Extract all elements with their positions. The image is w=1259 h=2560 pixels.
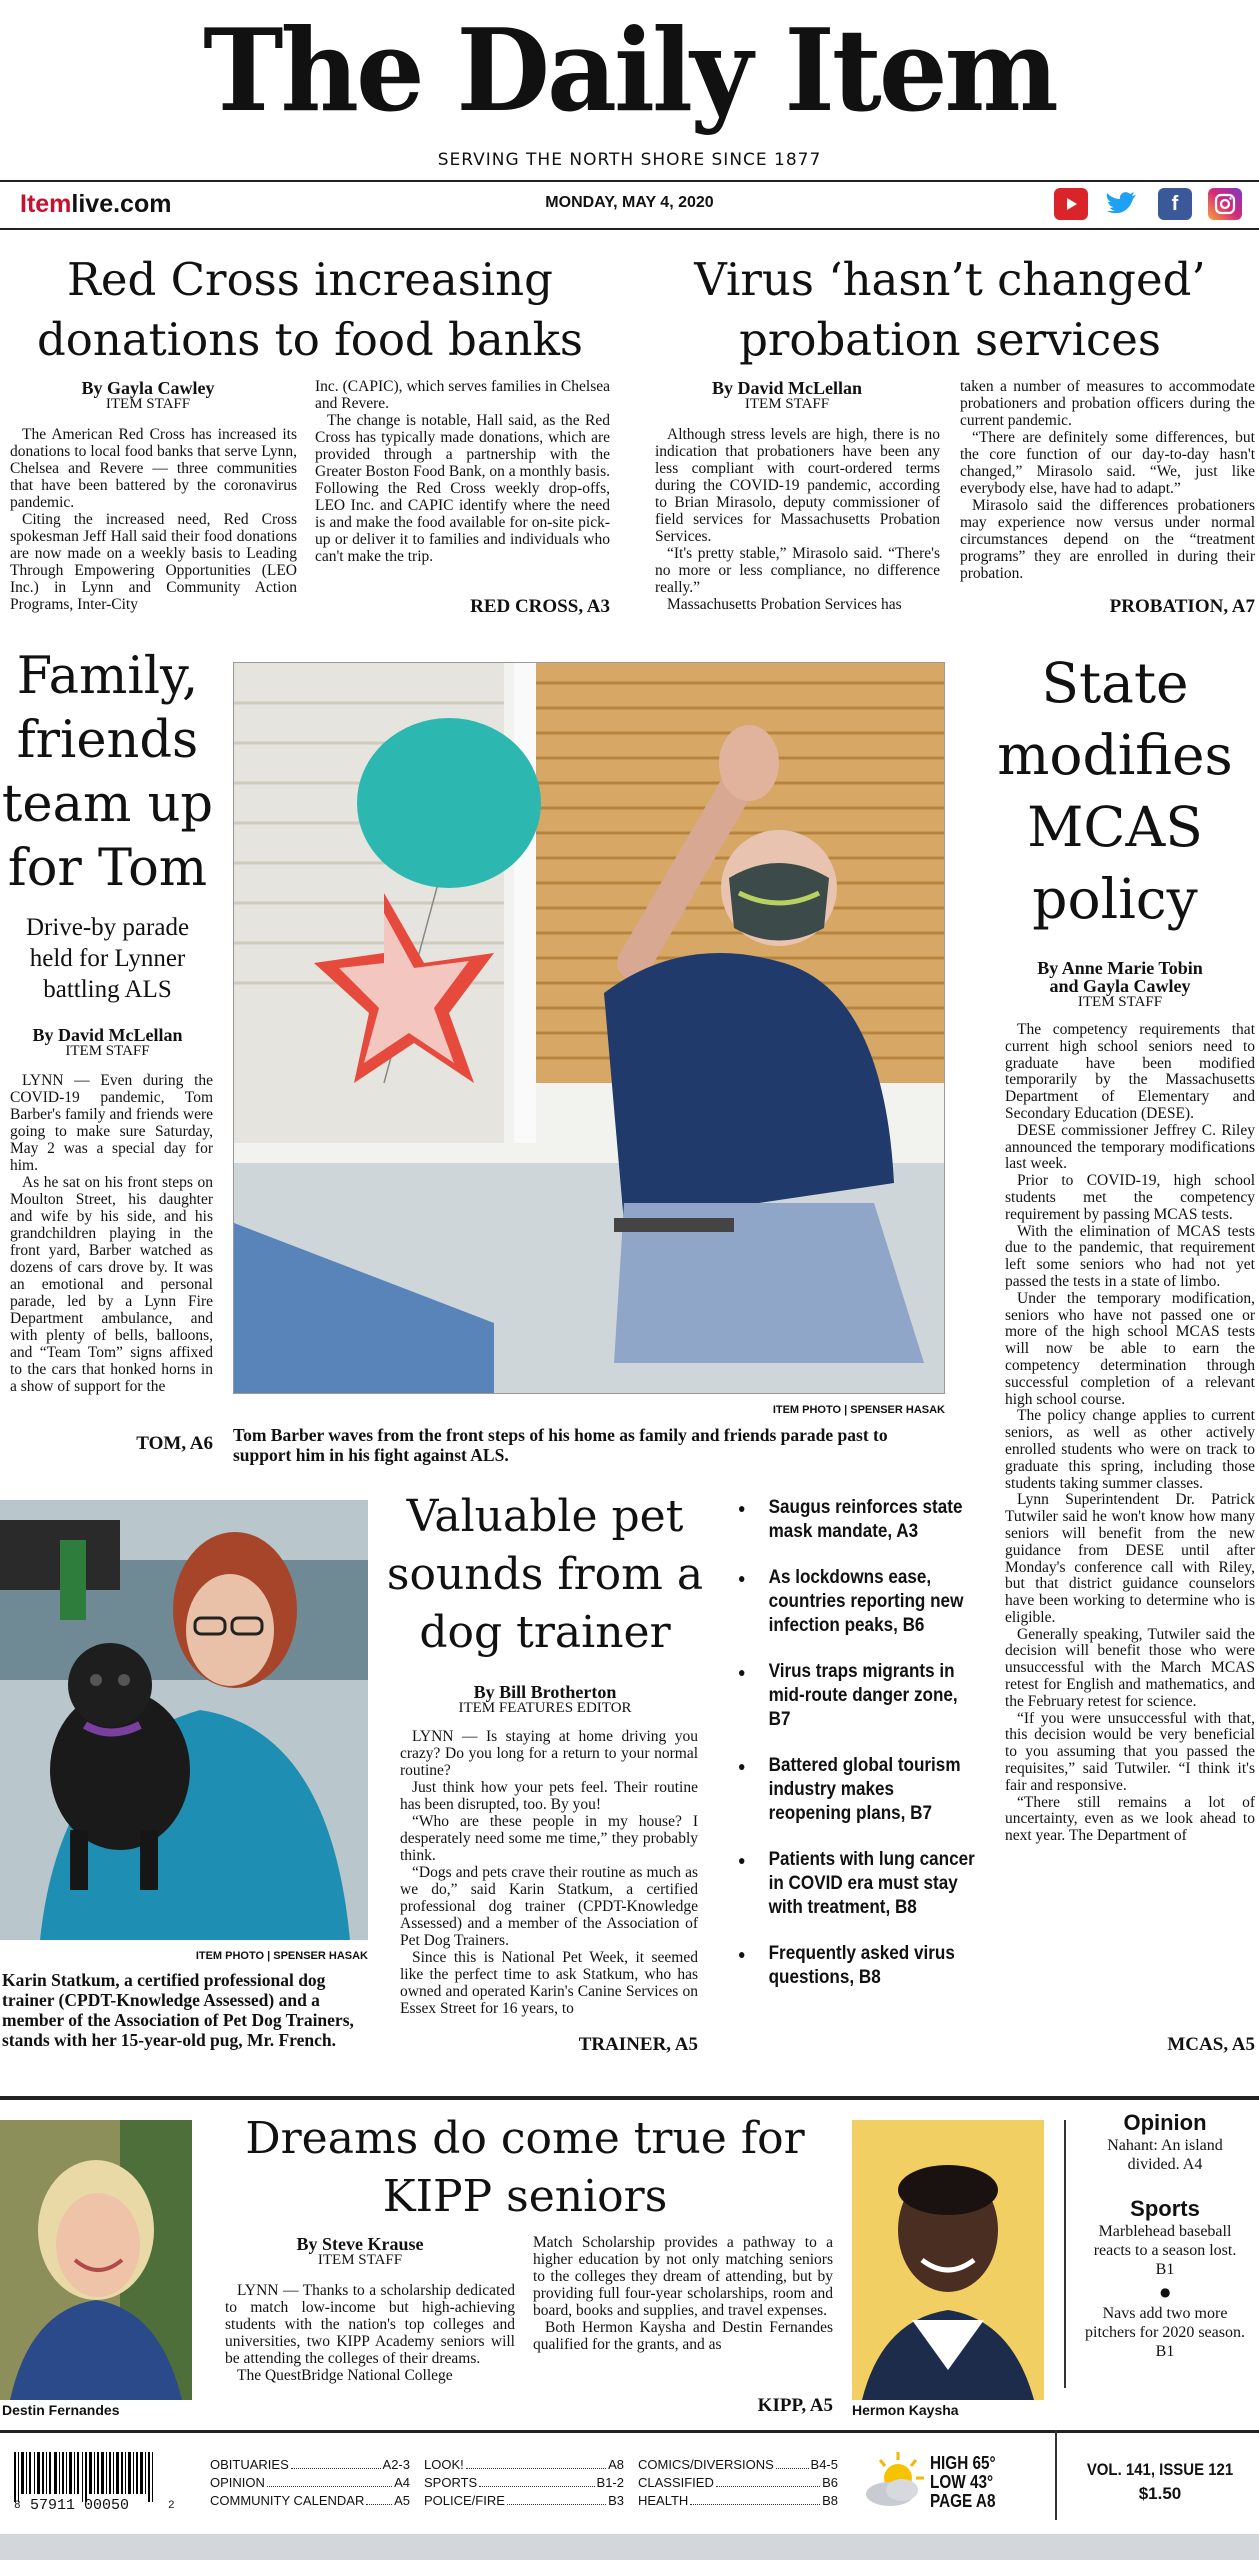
barcode bbox=[14, 2452, 164, 2502]
section-divider bbox=[0, 2096, 1259, 2100]
weather-low: LOW 43° bbox=[930, 2472, 994, 2492]
probation-jump[interactable]: PROBATION, A7 bbox=[1109, 596, 1255, 617]
probation-byline: By David McLellan bbox=[711, 378, 862, 398]
tom-caption: Tom Barber waves from the front steps of his home as family and friends parade past to support him in his fight against ALS. bbox=[233, 1425, 888, 1465]
mcas-byline-1: By Anne Marie Tobin bbox=[1037, 958, 1203, 978]
kipp-right-name: Hermon Kaysha bbox=[852, 2402, 959, 2418]
barcode-number-left: 8 bbox=[14, 2500, 21, 2512]
tom-photo[interactable] bbox=[233, 662, 945, 1394]
kipp-left-name: Destin Fernandes bbox=[2, 2402, 120, 2418]
weather-block[interactable] bbox=[930, 2454, 996, 2511]
sports-teaser-text-2[interactable]: Navs add two more pitchers for 2020 season. B1 bbox=[1085, 2305, 1245, 2361]
index-entry[interactable]: COMICS/DIVERSIONS B4-5 bbox=[638, 2457, 838, 2472]
tom-jump[interactable]: TOM, A6 bbox=[136, 1433, 213, 1454]
tom-byline: By David McLellan bbox=[32, 1025, 183, 1045]
mcas-body: The competency requirements that current high school seniors need to graduate have been modified temporarily by the Massachusetts Department of Elementary and Secondary Education (DESE). DESE commissioner Jeffrey C. Riley announced the temporary modifications last week. Prior to COVID-19, high school students met the competency requirement by passing MCAS tests. With the elimination of MCAS tests due to the pandemic, that requirement left some seniors who had not yet passed the tests in a state of limbo. Under the temporary modification, seniors who have not passed one or more of the high school MCAS tests will now be able to earn the competency determination through successful completion of a relevant high school course. The policy change applies to current seniors, as well as other actively enrolled students who were on track to graduate this spring, including those students taking summer classes. Lynn Superintendent Dr. Patrick Tutwiler said he won't know how many seniors will benefit from the new guidance from DESE until after Monday's conference call with Riley, but that district guidance counselors have been working to determine who is eligible. Generally speaking, Tutwiler said the decision will benefit those who were unsuccessful with the March MCAS retest for English and mathematics, and the February retest for science. “If you were unsuccessful with that, this decision would be very beneficial to you assuming that you passed the requisites,” said Tutwiler. “I think it's fair and responsive. “There still remains a lot of uncertainty, even as we look ahead to next year. The Department of bbox=[1005, 1021, 1255, 1845]
mcas-jump[interactable]: MCAS, A5 bbox=[1167, 2034, 1255, 2055]
brief-item[interactable]: ● Saugus reinforces state mask mandate, A3 bbox=[738, 1496, 981, 1544]
tom-staff: ITEM STAFF bbox=[65, 1043, 150, 1059]
teaser-bullet: ● bbox=[1160, 2285, 1171, 2299]
bottom-bar bbox=[0, 2534, 1259, 2560]
kipp-left-photo[interactable] bbox=[0, 2120, 192, 2400]
mcas-byline-2: and Gayla Cawley bbox=[1049, 976, 1191, 996]
weather-high: HIGH 65° bbox=[930, 2453, 996, 2473]
probation-staff: ITEM STAFF bbox=[744, 396, 830, 412]
index-col-2 bbox=[424, 2456, 624, 2510]
brief-item[interactable]: ● Virus traps migrants in mid-route danger zone, B7 bbox=[738, 1660, 981, 1732]
kipp-right-photo[interactable] bbox=[852, 2120, 1044, 2400]
dog-body: LYNN — Is staying at home driving you crazy? Do you long for a return to your normal routine? Just think how your pets feel. Their routine has been disrupted, too. By you! “Who are these people in my house? I desperately need some me time,” they probably think. “Dogs and pets crave their routine as much as we do,” said Karin Statkum, a certified professional dog trainer (CPDT-Knowledge Assessed) and a member of the Association of Pet Dog Trainers. Since this is National Pet Week, it seemed like the perfect time to ask Statkum, who has owned and operated Karin's Canine Services on Essex Street for 16 years, to bbox=[400, 1728, 698, 2017]
dog-photo[interactable] bbox=[0, 1500, 368, 1940]
dog-byline: By Bill Brotherton bbox=[473, 1682, 617, 1702]
probation-col1: Although stress levels are high, there is no indication that probationers have been any less compliant with court-ordered terms during the COVID-19 pandemic, according to Brian Mirasolo, deputy commissioner of field services for Massachusetts Probation Services. “It's pretty stable,” Mirasolo said. “There's no more or less compliance, no difference really.” Massachusetts Probation Services has bbox=[655, 426, 940, 613]
sports-teaser-text-1[interactable]: Marblehead baseball reacts to a season lost. B1 bbox=[1093, 2223, 1237, 2279]
red-cross-jump[interactable]: RED CROSS, A3 bbox=[470, 596, 610, 617]
index-entry[interactable]: HEALTH B8 bbox=[638, 2493, 838, 2508]
kipp-col1: LYNN — Thanks to a scholarship dedicated to match low-income but high-achieving students with the nation's top colleges and universities, two KIPP Academy seniors will be attending the colleges of their dreams. The QuestBridge National College bbox=[225, 2282, 515, 2384]
index-col-1 bbox=[210, 2456, 410, 2510]
brief-item[interactable]: ● Patients with lung cancer in COVID era must stay with treatment, B8 bbox=[738, 1848, 981, 1920]
facebook-icon[interactable]: f bbox=[1158, 188, 1192, 220]
briefs-list bbox=[738, 1496, 978, 2012]
red-cross-col1: The American Red Cross has increased its donations to local food banks that serve Lynn, Chelsea and Revere — three communities that have been battered by the coronavirus pandemic. Citing the increased need, Red Cross spokesman Jeff Hall said their food donations are now made on a weekly basis to Leading Through Empowering Opportunities (LEO Inc.) in Lynn and Community Action Programs, Inter-City bbox=[10, 426, 297, 613]
index-entry[interactable]: COMMUNITY CALENDAR A5 bbox=[210, 2493, 410, 2508]
opinion-teaser-text[interactable]: Nahant: An island divided. A4 bbox=[1107, 2137, 1223, 2174]
mcas-staff: ITEM STAFF bbox=[1077, 994, 1163, 1010]
red-cross-staff: ITEM STAFF bbox=[105, 396, 191, 412]
volume-issue: VOL. 141, ISSUE 121 bbox=[1086, 2460, 1234, 2479]
site-name-domain: live.com bbox=[71, 190, 172, 218]
index-entry[interactable]: CLASSIFIED B6 bbox=[638, 2475, 838, 2490]
barcode-number-right: 2 bbox=[168, 2500, 175, 2512]
index-entry[interactable]: OBITUARIES A2-3 bbox=[210, 2457, 410, 2472]
kipp-staff: ITEM STAFF bbox=[317, 2252, 403, 2268]
index-col-3 bbox=[638, 2456, 838, 2510]
price: $1.50 bbox=[1138, 2484, 1182, 2503]
barcode-number-mid: 57911 00050 bbox=[30, 2497, 130, 2514]
youtube-icon[interactable] bbox=[1054, 188, 1088, 220]
sports-teaser-head[interactable]: Sports bbox=[1130, 2196, 1200, 2221]
dog-staff: ITEM FEATURES EDITOR bbox=[458, 1700, 632, 1716]
probation-headline[interactable]: Virus ‘hasn’t changed’ probation services bbox=[694, 253, 1206, 366]
dog-caption: Karin Statkum, a certified professional dog trainer (CPDT-Knowledge Assessed) and a member of the Association of Pet Dog Trainers, stands with her 15-year-old pug, Mr. French. bbox=[2, 1970, 354, 2050]
kipp-headline[interactable]: Dreams do come true for KIPP seniors bbox=[245, 2113, 805, 2222]
dog-photo-credit: ITEM PHOTO | SPENSER HASAK bbox=[195, 1950, 368, 1962]
masthead-title: The Daily Item bbox=[203, 4, 1056, 138]
dog-headline[interactable]: Valuable pet sounds from a dog trainer bbox=[386, 1491, 704, 1658]
partly-cloudy-icon bbox=[862, 2450, 926, 2510]
kipp-jump[interactable]: KIPP, A5 bbox=[757, 2395, 833, 2416]
masthead-rule-top bbox=[0, 180, 1259, 182]
masthead-tagline: SERVING THE NORTH SHORE SINCE 1877 bbox=[437, 150, 822, 170]
tom-body: LYNN — Even during the COVID-19 pandemic, Tom Barber's family and friends were going to make sure Saturday, May 2 was a special day for him. As he sat on his front steps on Moulton Street, his daughter and wife by his side, and his grandchildren playing in the front yard, Barber watched as dozens of cars drove by. It was an emotional and personal parade, led by a Lynn Fire Department ambulance, and with plenty of bells, balloons, and “Team Tom” signs affixed to the cars that honked horns in a show of support for the bbox=[10, 1072, 213, 1395]
dog-jump[interactable]: TRAINER, A5 bbox=[578, 2034, 698, 2055]
twitter-icon[interactable] bbox=[1104, 188, 1138, 220]
tom-subhead: Drive-by parade held for Lynner battling ALS bbox=[25, 914, 190, 1003]
red-cross-byline: By Gayla Cawley bbox=[81, 378, 215, 398]
kipp-col2: Match Scholarship provides a pathway to a higher education by not only matching seniors to the colleges they dream of attending, but by providing full four-year scholarships, room and board, books and supplies, and travel expenses. Both Hermon Kaysha and Destin Fernandes qualified for the grants, and as bbox=[533, 2234, 833, 2353]
red-cross-col2: Inc. (CAPIC), which serves families in Chelsea and Revere. The change is notable, Hall said, as the Red Cross has typically made donations, which are provided through a partnership with the Greater Boston Food Bank, on a monthly basis. Following the Red Cross weekly drop-offs, LEO Inc. and CAPIC identify where the need is and make the food available for on-site pick-up or deliver it to families and individuals who can't make the trip. bbox=[315, 378, 610, 565]
probation-col2: taken a number of measures to accommodate probationers and probation officers during the current pandemic. “There are definitely some differences, but the core function of our day-to-day hasn't changed,” Mirasolo said. “We, just like everybody else, have had to adapt.” Mirasolo said the differences probationers may experience now versus under normal circumstances depend on the “treatment programs” they are enrolled in during their probation. bbox=[960, 378, 1255, 582]
brief-item[interactable]: ● Battered global tourism industry makes reopening plans, B7 bbox=[738, 1754, 981, 1826]
site-name-item: Item bbox=[20, 190, 72, 218]
tom-headline[interactable]: Family, friends team up for Tom bbox=[1, 647, 214, 898]
index-entry[interactable]: LOOK! A8 bbox=[424, 2457, 624, 2472]
index-entry[interactable]: POLICE/FIRE B3 bbox=[424, 2493, 624, 2508]
opinion-teaser-head[interactable]: Opinion bbox=[1123, 2110, 1207, 2135]
red-cross-headline[interactable]: Red Cross increasing donations to food banks bbox=[36, 253, 584, 366]
footer-divider bbox=[1055, 2430, 1057, 2520]
tom-photo-credit: ITEM PHOTO | SPENSER HASAK bbox=[772, 1404, 945, 1416]
kipp-byline: By Steve Krause bbox=[296, 2234, 424, 2254]
teaser-divider bbox=[1064, 2120, 1066, 2388]
footer-rule bbox=[0, 2430, 1259, 2433]
mcas-headline[interactable]: State modifies MCAS policy bbox=[997, 651, 1233, 931]
instagram-icon[interactable] bbox=[1208, 188, 1242, 220]
index-entry[interactable]: SPORTS B1-2 bbox=[424, 2475, 624, 2490]
index-entry[interactable]: OPINION A4 bbox=[210, 2475, 410, 2490]
masthead-rule-bottom bbox=[0, 228, 1259, 230]
issue-date: MONDAY, MAY 4, 2020 bbox=[545, 194, 714, 211]
weather-page: PAGE A8 bbox=[930, 2491, 996, 2511]
brief-item[interactable]: ● Frequently asked virus questions, B8 bbox=[738, 1942, 981, 1990]
brief-item[interactable]: ● As lockdowns ease, countries reporting new infection peaks, B6 bbox=[738, 1566, 981, 1638]
